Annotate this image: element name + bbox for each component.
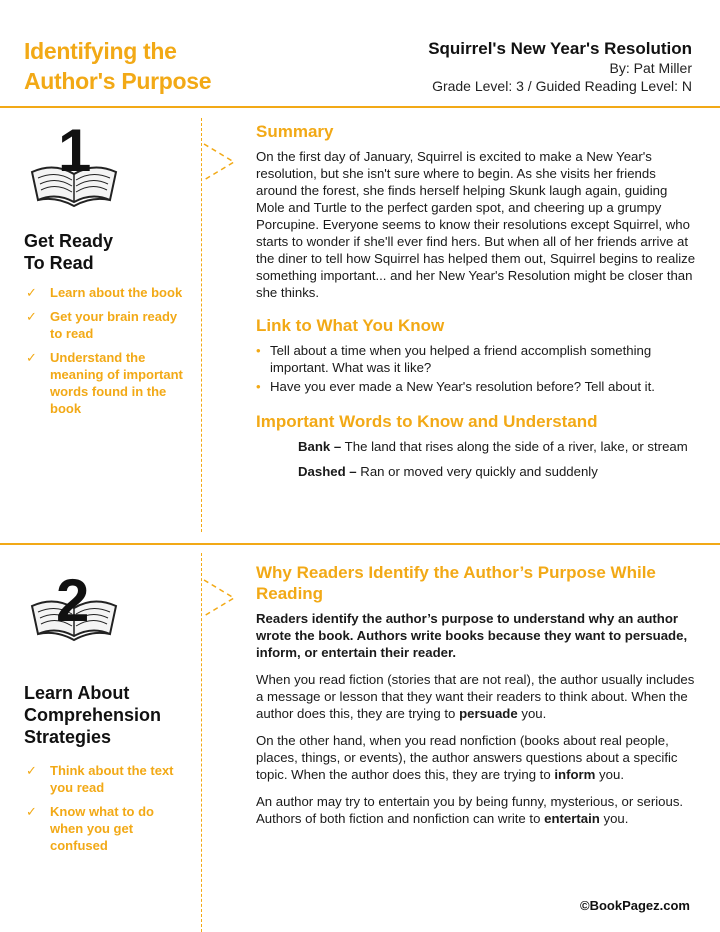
step-2-panel: [24, 556, 189, 861]
step-1-book: [24, 117, 124, 212]
step-1-heading: [24, 230, 189, 274]
checklist-item-label: Think about the text you read: [50, 763, 174, 795]
why-intro: Readers identify the author’s purpose to understand why an author wrote the book. Authors write books because they want to persuade, inform, or entertain their reader.: [256, 611, 688, 660]
summary-text: On the first day of January, Squirrel is excited to make a New Year's resolution, but she isn't sure where to begin. As she visits her friends around the forest, she finds herself helping Skunk laugh again, guiding Mole and Turtle to the perfect garden spot, and cheering up a grumpy Porcupine. Everyone seems to know their resolutions except Squirrel, who starts to wonder if she'll ever find hers. But when all of her friends arrive at the diner to tell how Squirrel has helped them out, Squirrel begins to realize something important... and her New Year's Resolution might be closer than she thinks.: [256, 149, 696, 300]
book-title: Squirrel's New Year's Resolution: [428, 39, 692, 58]
checklist-item: [24, 284, 189, 301]
checklist-item-label: Know what to do when you get confused: [50, 804, 154, 853]
checklist-item-label: Learn about the book: [50, 285, 183, 300]
step-1-panel: [24, 117, 189, 424]
bullet-icon: •: [256, 379, 261, 394]
step-1-content: [256, 121, 696, 488]
step-1-heading-line-2: To Read: [24, 253, 94, 273]
summary-heading: Summary: [256, 122, 334, 141]
why-p3-bold: entertain: [544, 811, 600, 826]
page-title: [24, 36, 211, 96]
word-definition: Ran or moved very quickly and suddenly: [356, 464, 598, 479]
why-p1-end: you.: [517, 706, 547, 721]
list-item: [256, 342, 696, 376]
check-icon: ✓: [26, 309, 37, 324]
check-icon: ✓: [26, 763, 37, 778]
check-icon: ✓: [26, 350, 37, 365]
why-paragraph-3: [256, 793, 696, 827]
check-icon: ✓: [26, 804, 37, 819]
word-term: Dashed –: [298, 464, 357, 479]
word-entry: [298, 463, 696, 480]
step-2-heading-line-2: Comprehension: [24, 705, 162, 725]
check-icon: ✓: [26, 285, 37, 300]
why-p3-text: An author may try to entertain you by being funny, mysterious, or serious. Authors of both fiction and nonfiction can write to: [256, 794, 684, 826]
list-item-text: Have you ever made a New Year's resolution before? Tell about it.: [270, 379, 655, 394]
step-2-number: 2: [56, 567, 90, 634]
checklist-item: [24, 803, 189, 854]
link-heading: Link to What You Know: [256, 316, 445, 335]
word-term: Bank –: [298, 439, 342, 454]
why-heading: Why Readers Identify the Author’s Purpose While Reading: [256, 563, 656, 603]
words-heading: Important Words to Know and Understand: [256, 412, 598, 431]
step-2-heading-line-1: Learn About: [24, 683, 130, 703]
list-item: [256, 378, 696, 395]
chevron-right-icon: [200, 140, 240, 184]
chevron-right-icon: [200, 576, 240, 620]
why-p2-end: you.: [595, 767, 624, 782]
step-2-book: [24, 556, 124, 646]
why-paragraph-1: [256, 671, 696, 722]
bullet-icon: •: [256, 343, 261, 358]
book-level: Grade Level: 3 / Guided Reading Level: N: [432, 78, 692, 94]
list-item-text: Tell about a time when you helped a friend accomplish something important. What was it like?: [270, 343, 652, 375]
why-paragraph-2: [256, 732, 696, 783]
step-2-heading: [24, 682, 189, 748]
page-header: [0, 0, 720, 106]
checklist-item: [24, 762, 189, 796]
checklist-item: [24, 308, 189, 342]
step-1-heading-line-1: Get Ready: [24, 231, 114, 251]
book-info: [428, 38, 692, 95]
step-2-checklist: [24, 762, 189, 854]
word-definition: The land that rises along the side of a river, lake, or stream: [341, 439, 688, 454]
divider-top: [0, 106, 720, 108]
link-list: [256, 342, 696, 395]
page-title-line-2: Author's Purpose: [24, 68, 212, 94]
step-1-checklist: [24, 284, 189, 417]
checklist-item-label: Understand the meaning of important words found in the book: [50, 350, 183, 416]
why-p2-bold: inform: [554, 767, 596, 782]
word-entry: [298, 438, 696, 455]
footer-copyright: ©BookPagez.com: [580, 898, 690, 913]
step-2-heading-line-3: Strategies: [24, 727, 112, 747]
why-p2-text: On the other hand, when you read nonfiction (books about real people, places, things, or events), the author answers questions about a specific topic. When the author does this, they are trying to: [256, 733, 678, 782]
checklist-item: [24, 349, 189, 417]
why-p1-bold: persuade: [459, 706, 518, 721]
book-author: By: Pat Miller: [609, 60, 692, 76]
step-2-content: [256, 562, 696, 837]
divider-middle: [0, 543, 720, 545]
checklist-item-label: Get your brain ready to read: [50, 309, 178, 341]
why-p1-text: When you read fiction (stories that are not real), the author usually includes a message or lesson that they want their readers to think about. When the author does this, they are trying to: [256, 672, 695, 721]
step-1-number: 1: [58, 117, 92, 184]
page-title-line-1: Identifying the: [24, 38, 177, 64]
why-p3-end: you.: [599, 811, 629, 826]
words-list: [256, 438, 696, 480]
